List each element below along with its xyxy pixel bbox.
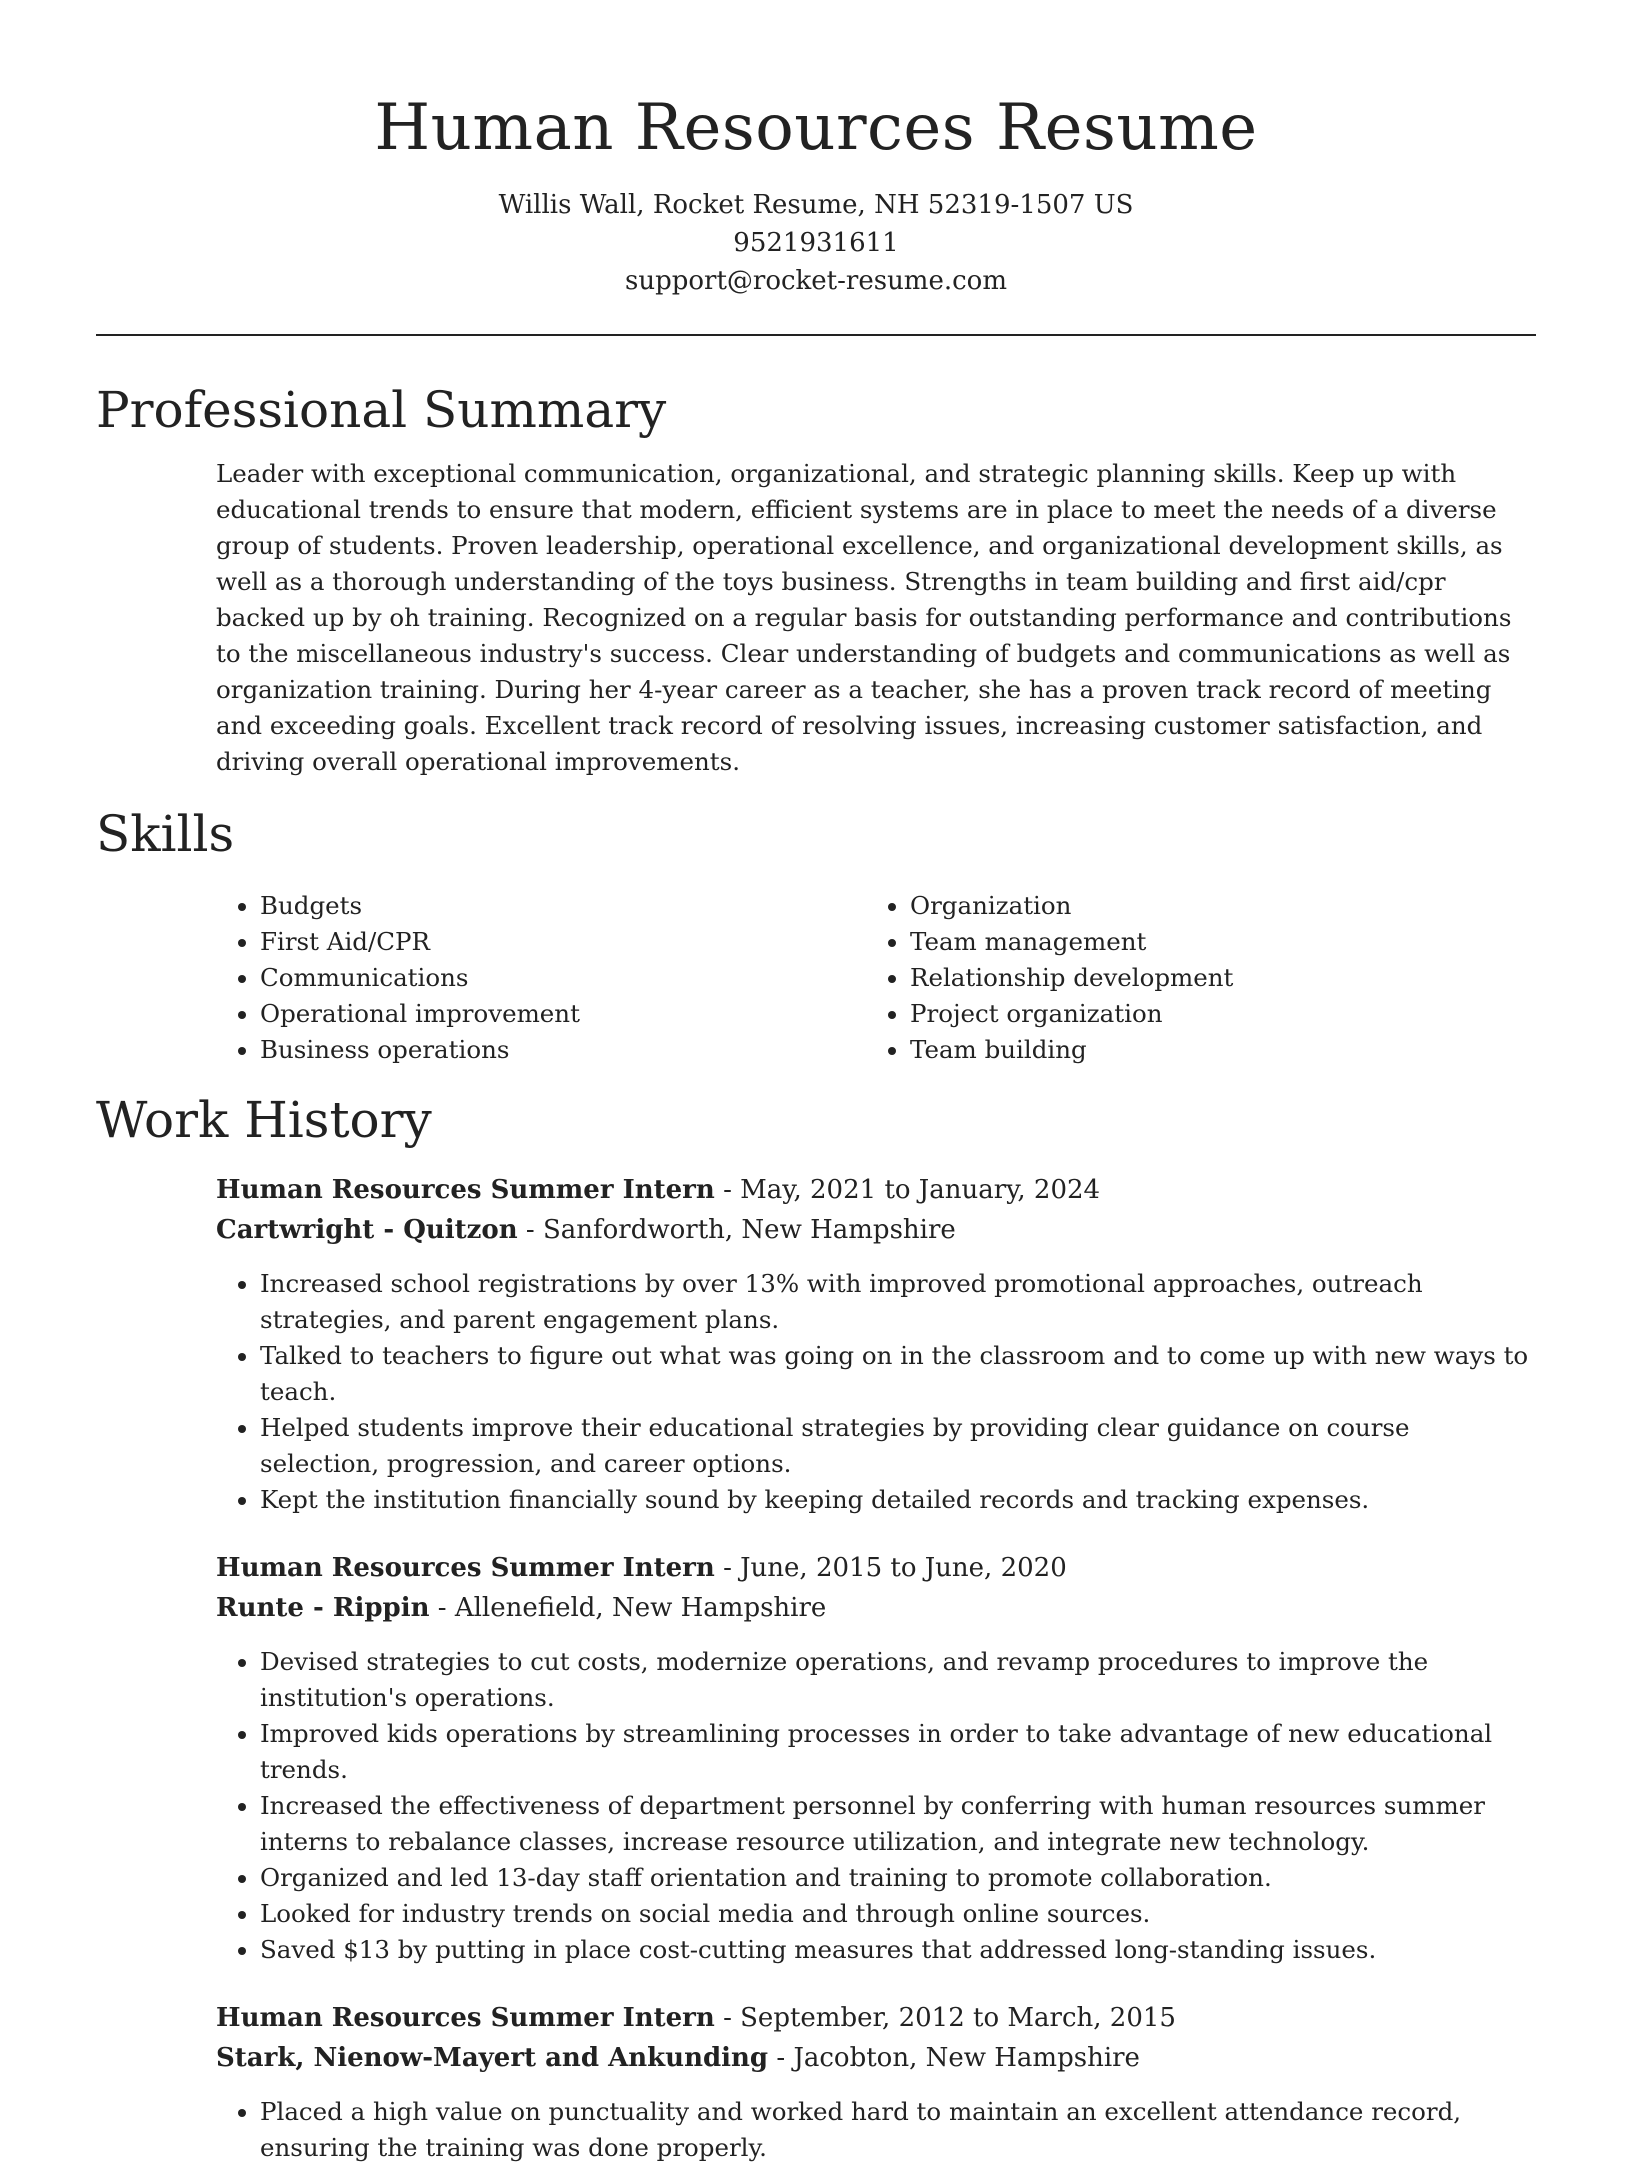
skill-item: • Budgets [260,888,866,924]
skill-item: • Business operations [260,1032,866,1068]
contact-block [96,186,1536,300]
job-bullet: • Organized and led 13-day staff orientation and training to promote collaboration. [260,1860,1536,1896]
job-bullet: • Looked for industry trends on social media and through online sources. [260,1896,1536,1932]
skill-item: • Project organization [910,996,1516,1032]
job-separator: - [723,2003,741,2033]
summary-text: Leader with exceptional communication, organizational, and strategic planning skills. Keep up with educational trends to ensure that modern, efficient systems are in place to meet the needs of a diverse group of students. Proven leadership, operational excellence, and organizational development skills, as well as a thorough understanding of the toys business. Strengths in team building and first aid/cpr backed up by oh training. Recognized on a regular basis for outstanding performance and contributions to the miscellaneous industry's success. Clear understanding of budgets and communications as well as organization training. During her 4-year career as a teacher, she has a proven track record of meeting and exceeding goals. Excellent track record of resolving issues, increasing customer satisfaction, and driving overall operational improvements. [216,459,1512,776]
header-divider [96,334,1536,336]
skill-item: • First Aid/CPR [260,924,866,960]
contact-address: Willis Wall, Rocket Resume, NH 52319-1507 US [498,190,1134,220]
summary-heading: Professional Summary [96,381,667,439]
job-entry [216,1170,1536,1518]
job-separator: - [776,2043,794,2073]
job-dates: May, 2021 to January, 2024 [740,1175,1101,1205]
job-bullet: • Saved $13 by putting in place cost-cutting measures that addressed long-standing issues. [260,1932,1536,1968]
job-entry [216,1548,1536,1968]
job-bullet: • Kept the institution financially sound by keeping detailed records and tracking expenses. [260,1482,1536,1518]
job-bullet: • Helped students improve their educational strategies by providing clear guidance on course selection, progression, and career options. [260,1410,1536,1482]
job-bullets [216,2094,1536,2166]
skill-item: • Operational improvement [260,996,866,1032]
job-separator: - [525,1215,543,1245]
skill-item: • Communications [260,960,866,996]
contact-email: support@rocket-resume.com [624,266,1007,296]
job-location: Sanfordworth, New Hampshire [542,1215,956,1245]
job-dates: September, 2012 to March, 2015 [740,2003,1176,2033]
job-bullet: • Improved kids operations by streamlining processes in order to take advantage of new educational trends. [260,1716,1536,1788]
job-bullet: • Increased the effectiveness of department personnel by conferring with human resources summer interns to rebalance classes, increase resource utilization, and integrate new technology. [260,1788,1536,1860]
job-bullet: • Placed a high value on punctuality and worked hard to maintain an excellent attendance record, ensuring the training was done properly. [260,2094,1536,2166]
skills-column-right [866,888,1516,1068]
job-dates: June, 2015 to June, 2020 [740,1553,1067,1583]
job-role-line [216,1170,1536,1210]
job-bullet: • Devised strategies to cut costs, modernize operations, and revamp procedures to improve the institution's operations. [260,1644,1536,1716]
skills-list [216,888,1536,1068]
job-company-line [216,1588,1536,1628]
skill-item: • Relationship development [910,960,1516,996]
job-company-line [216,1210,1536,1250]
job-company: Runte - Rippin [216,1593,430,1623]
job-company: Cartwright - Quitzon [216,1215,518,1245]
skill-item: • Organization [910,888,1516,924]
job-bullets [216,1266,1536,1518]
job-entry [216,1998,1536,2166]
job-separator: - [437,1593,455,1623]
skills-heading: Skills [96,805,235,863]
job-company-line [216,2038,1536,2078]
job-role-line [216,1548,1536,1588]
job-company: Stark, Nienow-Mayert and Ankunding [216,2043,769,2073]
contact-phone: 9521931611 [733,228,899,258]
job-role-line [216,1998,1536,2038]
resume-title: Human Resources Resume [374,91,1258,165]
job-location: Jacobton, New Hampshire [793,2043,1140,2073]
skill-item: • Team management [910,924,1516,960]
job-role: Human Resources Summer Intern [216,2003,715,2033]
job-bullets [216,1644,1536,1968]
job-separator: - [723,1553,741,1583]
job-role: Human Resources Summer Intern [216,1175,715,1205]
work-history-heading: Work History [96,1091,432,1149]
skills-column-left [216,888,866,1068]
resume-page [96,0,1536,2166]
job-role: Human Resources Summer Intern [216,1553,715,1583]
skill-item: • Team building [910,1032,1516,1068]
job-bullet: • Increased school registrations by over 13% with improved promotional approaches, outreach strategies, and parent engagement plans. [260,1266,1536,1338]
job-bullet: • Talked to teachers to figure out what was going on in the classroom and to come up with new ways to teach. [260,1338,1536,1410]
job-separator: - [723,1175,741,1205]
job-location: Allenefield, New Hampshire [454,1593,827,1623]
